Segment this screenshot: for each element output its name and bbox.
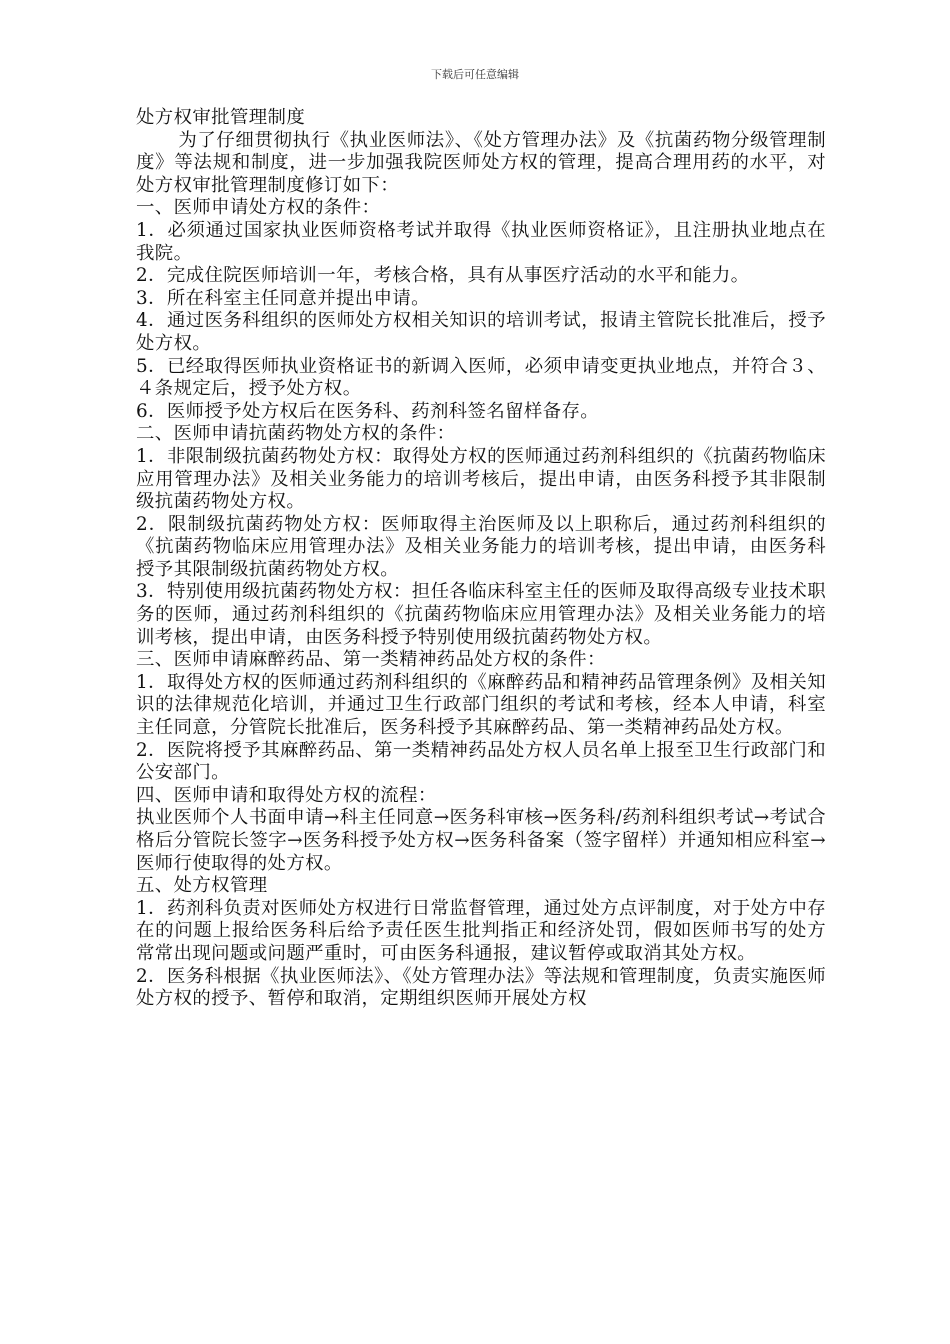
list-item: 3．所在科室主任同意并提出申请。 [136, 287, 430, 309]
list-item: 1．取得处方权的医师通过药剂科组织的《麻醉药品和精神药品管理条例》及相关知识的法律规范化培训，并通过卫生行政部门组织的考试和考核，经本人申请，科室主任同意，分管院长批准后，医务科授予其麻醉药品、第一类精神药品处方权。 [136, 671, 826, 739]
list-item: 1．必须通过国家执业医师资格考试并取得《执业医师资格证》，且注册执业地点在我院。 [136, 219, 826, 264]
list-item: 2．医务科根据《执业医师法》、《处方管理办法》等法规和管理制度，负责实施医师处方权的授予、暂停和取消，定期组织医师开展处方权 [136, 965, 826, 1010]
list-item: 1．药剂科负责对医师处方权进行日常监督管理，通过处方点评制度，对于处方中存在的问题上报给医务科后给予责任医生批判指正和经济处罚，假如医师书写的处方常常出现问题或问题严重时，可由医务科通报，建议暂停或取消其处方权。 [136, 897, 826, 964]
list-item: 2．限制级抗菌药物处方权：医师取得主治医师及以上职称后，通过药剂科组织的《抗菌药物临床应用管理办法》及相关业务能力的培训考核，提出申请，由医务科授予其限制级抗菌药物处方权。 [136, 513, 826, 580]
section-heading: 三、医师申请麻醉药品、第一类精神药品处方权的条件： [136, 649, 606, 671]
list-item: 6．医师授予处方权后在医务科、药剂科签名留样备存。 [136, 400, 600, 422]
list-item: 执业医师个人书面申请→科主任同意→医务科审核→医务科/药剂科组织考试→考试合格后分管院长签字→医务科授予处方权→医务科备案（签字留样）并通知相应科室→医师行使取得的处方权。 [136, 807, 826, 874]
section-heading: 二、医师申请抗菌药物处方权的条件： [136, 423, 456, 445]
list-item: 5．已经取得医师执业资格证书的新调入医师，必须申请变更执业地点，并符合３、４条规定后，授予处方权。 [136, 355, 826, 400]
list-item: 2．完成住院医师培训一年，考核合格，具有从事医疗活动的水平和能力。 [136, 265, 750, 287]
section-heading: 四、医师申请和取得处方权的流程： [136, 784, 437, 806]
document-body [136, 107, 826, 1011]
section-heading: 五、处方权管理 [136, 875, 268, 897]
list-item: 4．通过医务科组织的医师处方权相关知识的培训考试，报请主管院长批准后，授予处方权。 [136, 310, 826, 354]
page-header: 下载后可任意编辑 [431, 68, 519, 81]
intro-paragraph: 为了仔细贯彻执行《执业医师法》、《处方管理办法》及《抗菌药物分级管理制度》等法规和制度，进一步加强我院医师处方权的管理，提高合理用药的水平，对处方权审批管理制度修订如下： [136, 129, 826, 196]
document-title: 处方权审批管理制度 [136, 107, 306, 128]
list-item: 1．非限制级抗菌药物处方权：取得处方权的医师通过药剂科组织的《抗菌药物临床应用管理办法》及相关业务能力的培训考核后，提出申请，由医务科授予其非限制级抗菌药物处方权。 [136, 445, 826, 513]
list-item: 3．特别使用级抗菌药物处方权：担任各临床科室主任的医师及取得高级专业技术职务的医师，通过药剂科组织的《抗菌药物临床应用管理办法》及相关业务能力的培训考核，提出申请，由医务科授予特别使用级抗菌药物处方权。 [136, 581, 826, 648]
section-heading: 一、医师申请处方权的条件： [136, 197, 381, 219]
list-item: 2．医院将授予其麻醉药品、第一类精神药品处方权人员名单上报至卫生行政部门和公安部门。 [136, 739, 826, 784]
